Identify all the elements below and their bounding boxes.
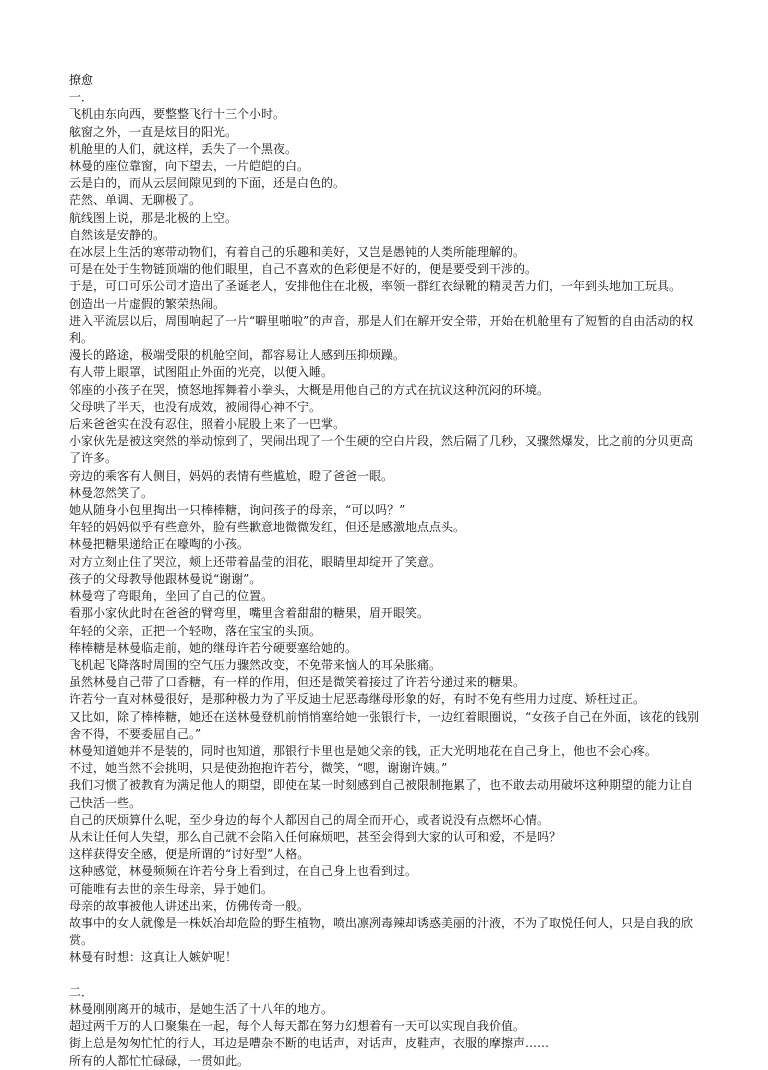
section-2-body bbox=[69, 1001, 701, 1070]
paragraph: 我们习惯了被教育为满足他人的期望，即使在某一时刻感到自己被限制拖累了，也不敢去动用破坏这种期望的能力让自己快活一些。 bbox=[69, 778, 694, 810]
paragraph: 飞机起飞降落时周围的空气压力骤然改变，不免带来恼人的耳朵胀痛。 bbox=[69, 657, 442, 672]
paragraph: 虽然林曼自己带了口香糖，有一样的作用，但还是微笑着接过了许若兮递过来的糖果。 bbox=[69, 675, 526, 690]
paragraph: 邻座的小孩子在哭，愤怒地挥舞着小拳头，大概是用他自己的方式在抗议这种沉闷的环境。 bbox=[69, 382, 550, 397]
paragraph: 林曼知道她并不是装的，同时也知道，那银行卡里也是她父亲的钱，正大光明地花在自己身上，他也不会心疼。 bbox=[69, 743, 658, 758]
paragraph: 故事中的女人就像是一株妖冶却危险的野生植物，喷出凛冽毒辣却诱惑美丽的汁液，不为了取悦任何人，只是自我的欣赏。 bbox=[69, 915, 694, 948]
paragraph: 父母哄了半天，也没有成效，被闹得心神不宁。 bbox=[69, 399, 322, 414]
document-title: 撩愈 bbox=[69, 73, 94, 87]
paragraph: 自然该是安静的。 bbox=[69, 227, 166, 242]
paragraph: 看那小家伙此时在爸爸的臂弯里，嘴里含着甜甜的糖果，眉开眼笑。 bbox=[69, 606, 430, 621]
paragraph: 漫长的路途，极端受限的机舱空间，都容易让人感到压抑烦躁。 bbox=[69, 348, 406, 363]
section-heading-1: 一． bbox=[69, 90, 94, 105]
paragraph: 飞机由东向西，要整整飞行十三个小时。 bbox=[69, 107, 286, 122]
section-heading-2: 二． bbox=[69, 984, 94, 999]
paragraph: 超过两千万的人口聚集在一起，每个人每天都在努力幻想着有一天可以实现自我价值。 bbox=[69, 1019, 526, 1034]
paragraph: 林曼弯了弯眼角，坐回了自己的位置。 bbox=[69, 589, 274, 604]
paragraph: 小家伙先是被这突然的举动惊到了，哭闹出现了一个生硬的空白片段，然后隔了几秒，又骤然爆发，比之前的分贝更高了许多。 bbox=[69, 434, 694, 466]
paragraph: 茫然、单调、无聊极了。 bbox=[69, 193, 202, 208]
paragraph: 舷窗之外，一直是炫目的阳光。 bbox=[69, 124, 238, 139]
paragraph: 孩子的父母教导他跟林曼说“谢谢”。 bbox=[69, 571, 262, 586]
section-1-body bbox=[69, 106, 701, 966]
paragraph: 这样获得安全感，便是所谓的“讨好型”人格。 bbox=[69, 847, 310, 862]
paragraph: 对方立刻止住了哭泣，颊上还带着晶莹的泪花，眼睛里却绽开了笑意。 bbox=[69, 554, 442, 569]
paragraph: 从未让任何人失望，那么自己就不会陷入任何麻烦吧，甚至会得到大家的认可和爱，不是吗？ bbox=[69, 829, 562, 844]
paragraph: 自己的厌烦算什么呢，至少身边的每个人都因自己的周全而开心，或者说没有点燃坏心情。 bbox=[69, 812, 550, 827]
section-separator bbox=[69, 967, 701, 984]
paragraph: 不过，她当然不会挑明，只是使劲抱抱许若兮，微笑，“嗯，谢谢许姨。” bbox=[69, 761, 448, 776]
paragraph: 年轻的父亲，正把一个轻吻，落在宝宝的头顶。 bbox=[69, 623, 322, 638]
paragraph: 街上总是匆匆忙忙的行人，耳边是嘈杂不断的电话声，对话声，皮鞋声，衣服的摩擦声…… bbox=[69, 1036, 550, 1051]
paragraph: 林曼把糖果递给正在嚎啕的小孩。 bbox=[69, 537, 250, 552]
paragraph: 可是在处于生物链顶端的他们眼里，自己不喜欢的色彩便是不好的，便是要受到干涉的。 bbox=[69, 262, 538, 277]
paragraph: 航线图上说，那是北极的上空。 bbox=[69, 210, 238, 225]
document-page bbox=[69, 72, 701, 1070]
paragraph: 旁边的乘客有人侧目，妈妈的表情有些尴尬，瞪了爸爸一眼。 bbox=[69, 468, 394, 483]
paragraph: 林曼的座位靠窗，向下望去，一片皑皑的白。 bbox=[69, 159, 310, 174]
paragraph: 母亲的故事被他人讲述出来，仿佛传奇一般。 bbox=[69, 898, 310, 913]
paragraph: 创造出一片虚假的繁荣热闹。 bbox=[69, 296, 226, 311]
paragraph: 于是，可口可乐公司才造出了圣诞老人，安排他住在北极，率领一群红衣绿靴的精灵苦力们，一年到头地加工玩具。 bbox=[69, 279, 682, 294]
paragraph: 所有的人都忙忙碌碌，一贯如此。 bbox=[69, 1053, 250, 1068]
paragraph: 后来爸爸实在没有忍住，照着小屁股上来了一巴掌。 bbox=[69, 417, 346, 432]
paragraph: 可能唯有去世的亲生母亲，异于她们。 bbox=[69, 881, 274, 896]
paragraph: 年轻的妈妈似乎有些意外，脸有些歉意地微微发红，但还是感激地点点头。 bbox=[69, 520, 466, 535]
paragraph: 有人带上眼罩，试图阻止外面的光亮，以便入睡。 bbox=[69, 365, 334, 380]
paragraph: 这种感觉，林曼频频在许若兮身上看到过，在自己身上也看到过。 bbox=[69, 864, 418, 879]
paragraph: 机舱里的人们，就这样，丢失了一个黑夜。 bbox=[69, 141, 298, 156]
paragraph: 林曼刚刚离开的城市，是她生活了十八年的地方。 bbox=[69, 1001, 334, 1016]
paragraph: 又比如，除了棒棒糖，她还在送林曼登机前悄悄塞给她一张银行卡，一边红着眼圈说，“女孩子自己在外面，该花的钱别舍不得，不要委屈自己。” bbox=[69, 709, 700, 741]
paragraph: 云是白的，而从云层间隙见到的下面，还是白色的。 bbox=[69, 176, 346, 191]
paragraph: 在冰层上生活的寒带动物们，有着自己的乐趣和美好，又岂是愚钝的人类所能理解的。 bbox=[69, 245, 526, 260]
paragraph: 棒棒糖是林曼临走前，她的继母许若兮硬要塞给她的。 bbox=[69, 640, 358, 655]
paragraph: 进入平流层以后，周围响起了一片“噼里啪啦”的声音，那是人们在解开安全带，开始在机舱里有了短暂的自由活动的权利。 bbox=[69, 313, 694, 346]
paragraph: 林曼有时想：这真让人嫉妒呢！ bbox=[69, 950, 238, 965]
paragraph: 林曼忽然笑了。 bbox=[69, 485, 154, 500]
paragraph: 许若兮一直对林曼很好，是那种极力为了平反迪士尼恶毒继母形象的好，有时不免有些用力过度、矫枉过正。 bbox=[69, 692, 646, 707]
paragraph: 她从随身小包里掏出一只棒棒糖，询问孩子的母亲，“可以吗？” bbox=[69, 503, 406, 518]
